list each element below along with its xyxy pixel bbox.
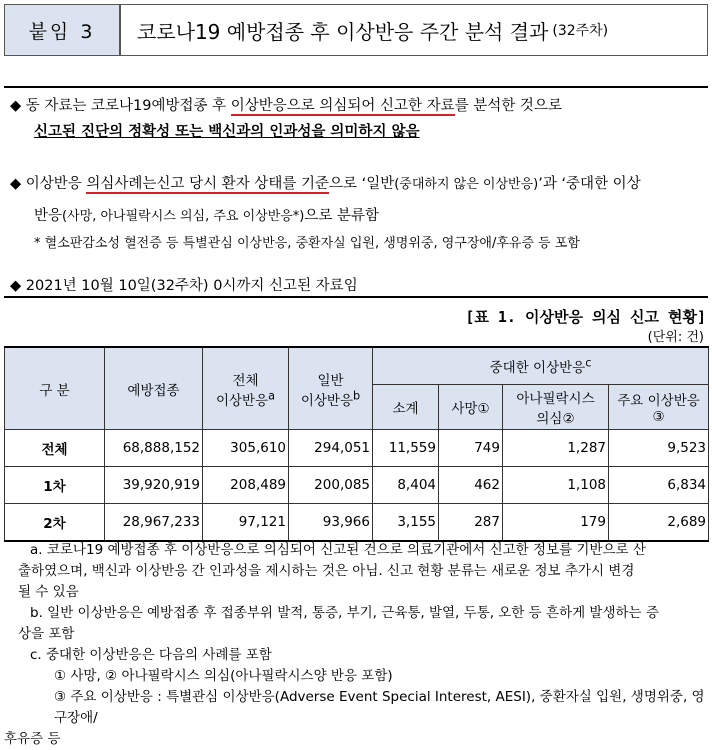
summary-note: * 혈소판감소성 혈전증 등 특별관심 이상반응, 중환자실 입원, 생명위중, 영구장애/후유증 등 포함 [34, 236, 580, 251]
summary-line-1 [10, 94, 562, 115]
bullet-icon: ◆ [10, 278, 22, 294]
cell-anaphylaxis: 1,287 [503, 430, 609, 467]
cell-total: 305,610 [203, 430, 289, 467]
cell-death: 462 [439, 467, 503, 504]
note-c-line-4: 후유증 등 [4, 731, 61, 747]
cell-major: 6,834 [609, 467, 709, 504]
header-subtotal: 소계 [373, 385, 439, 430]
cell-subtotal: 11,559 [373, 430, 439, 467]
attachment-label [4, 4, 120, 56]
cell-major: 9,523 [609, 430, 709, 467]
summary-box [4, 86, 708, 298]
summary-highlight: 의심사례는신고 당시 환자 상태를 기준 [86, 176, 329, 192]
summary-line-3 [10, 172, 641, 193]
bullet-icon: ◆ [10, 98, 22, 114]
cell-total: 208,489 [203, 467, 289, 504]
note-c-line-2: ① 사망, ② 아나필락시스 의심(아나필락시스양 반응 포함) [54, 668, 393, 684]
cell-subtotal: 3,155 [373, 504, 439, 541]
header-vaccinated: 예방접종 [105, 347, 203, 430]
summary-text: 으로 분류함 [304, 208, 380, 224]
cell-general: 200,085 [289, 467, 373, 504]
cell-general: 294,051 [289, 430, 373, 467]
note-a-line-1: a. 코로나19 예방접종 후 이상반응으로 의심되어 신고된 건으로 의료기관에서 신고한 정보를 기반으로 산 [30, 542, 646, 558]
page-title [120, 4, 708, 56]
cell-vaccinated: 68,888,152 [105, 430, 203, 467]
cell-vaccinated: 28,967,233 [105, 504, 203, 541]
summary-small: (중대하지 않은 이상반응) [394, 177, 539, 192]
summary-text: 으로 ‘일반 [328, 176, 395, 192]
cell-death: 287 [439, 504, 503, 541]
summary-text: 를 분석한 것으로 [454, 98, 562, 114]
note-a-line-3: 될 수 있음 [18, 584, 79, 600]
cell-vaccinated: 39,920,919 [105, 467, 203, 504]
cell-death: 749 [439, 430, 503, 467]
summary-footnote [34, 232, 580, 251]
cell-subtotal: 8,404 [373, 467, 439, 504]
table-row [5, 504, 709, 541]
note-a-line-2: 출하였으며, 백신과 이상반응 간 인과성을 제시하는 것은 아님. 신고 현황 분류는 새로운 정보 추가시 변경 [18, 563, 635, 579]
row-label: 1차 [5, 467, 105, 504]
summary-text: 이상반응 [25, 176, 87, 192]
summary-emphasis: 신고된 진단의 정확성 또는 백신과의 인과성을 의미하지 않음 [34, 124, 420, 140]
summary-line-2 [34, 120, 420, 141]
summary-small: (사망, 아나필락시스 의심, 주요 이상반응*) [62, 209, 305, 224]
row-label: 전체 [5, 430, 105, 467]
header-major-ae: 주요 이상반응 ③ [609, 385, 709, 430]
header-serious-ae: 중대한 이상반응$^c$ [373, 347, 709, 385]
bullet-icon: ◆ [10, 176, 22, 192]
summary-line-4 [34, 204, 379, 225]
summary-text: 반응 [34, 208, 63, 224]
row-label: 2차 [5, 504, 105, 541]
footnotes [4, 540, 708, 750]
header-general-ae: 일반 이상반응$^b$ [289, 347, 373, 430]
summary-line-5 [10, 274, 358, 295]
header-anaphylaxis: 아나필락시스 의심② [503, 385, 609, 430]
table-unit: (단위: 건) [647, 330, 704, 345]
attachment-text: 붙임 3 [28, 20, 96, 43]
header-category: 구 분 [5, 347, 105, 430]
header-total-ae: 전체 이상반응$^a$ [203, 347, 289, 430]
summary-text: ’과 ‘중대한 이상 [538, 176, 641, 192]
summary-text: 2021년 10월 10일(32주차) 0시까지 신고된 자료임 [25, 278, 358, 294]
table-row [5, 467, 709, 504]
cell-anaphylaxis: 179 [503, 504, 609, 541]
table-row [5, 430, 709, 467]
cell-anaphylaxis: 1,108 [503, 467, 609, 504]
title-suffix: (32주차) [552, 23, 609, 39]
note-c-line-3: ③ 주요 이상반응 : 특별관심 이상반응(Adverse Event Special Interest, AESI), 중환자실 입원, 생명위중, 영구장애/ [54, 689, 705, 726]
note-b-line-2: 상을 포함 [18, 626, 75, 642]
table-title: [표 1. 이상반응 의심 신고 현황] [465, 308, 706, 326]
cell-major: 2,689 [609, 504, 709, 541]
summary-text: 동 자료는 코로나19예방접종 후 [25, 98, 231, 114]
adverse-event-table [4, 346, 709, 542]
title-main: 코로나19 예방접종 후 이상반응 주간 분석 결과 [137, 19, 549, 44]
header [0, 0, 712, 58]
header-death: 사망① [439, 385, 503, 430]
cell-general: 93,966 [289, 504, 373, 541]
note-c-line-1: c. 중대한 이상반응은 다음의 사례를 포함 [30, 647, 272, 663]
note-b-line-1: b. 일반 이상반응은 예방접종 후 접종부위 발적, 통증, 부기, 근육통, 발열, 두통, 오한 등 흔하게 발생하는 증 [30, 605, 659, 621]
cell-total: 97,121 [203, 504, 289, 541]
summary-highlight: 이상반응으로 의심되어 신고한 자료 [230, 98, 455, 114]
